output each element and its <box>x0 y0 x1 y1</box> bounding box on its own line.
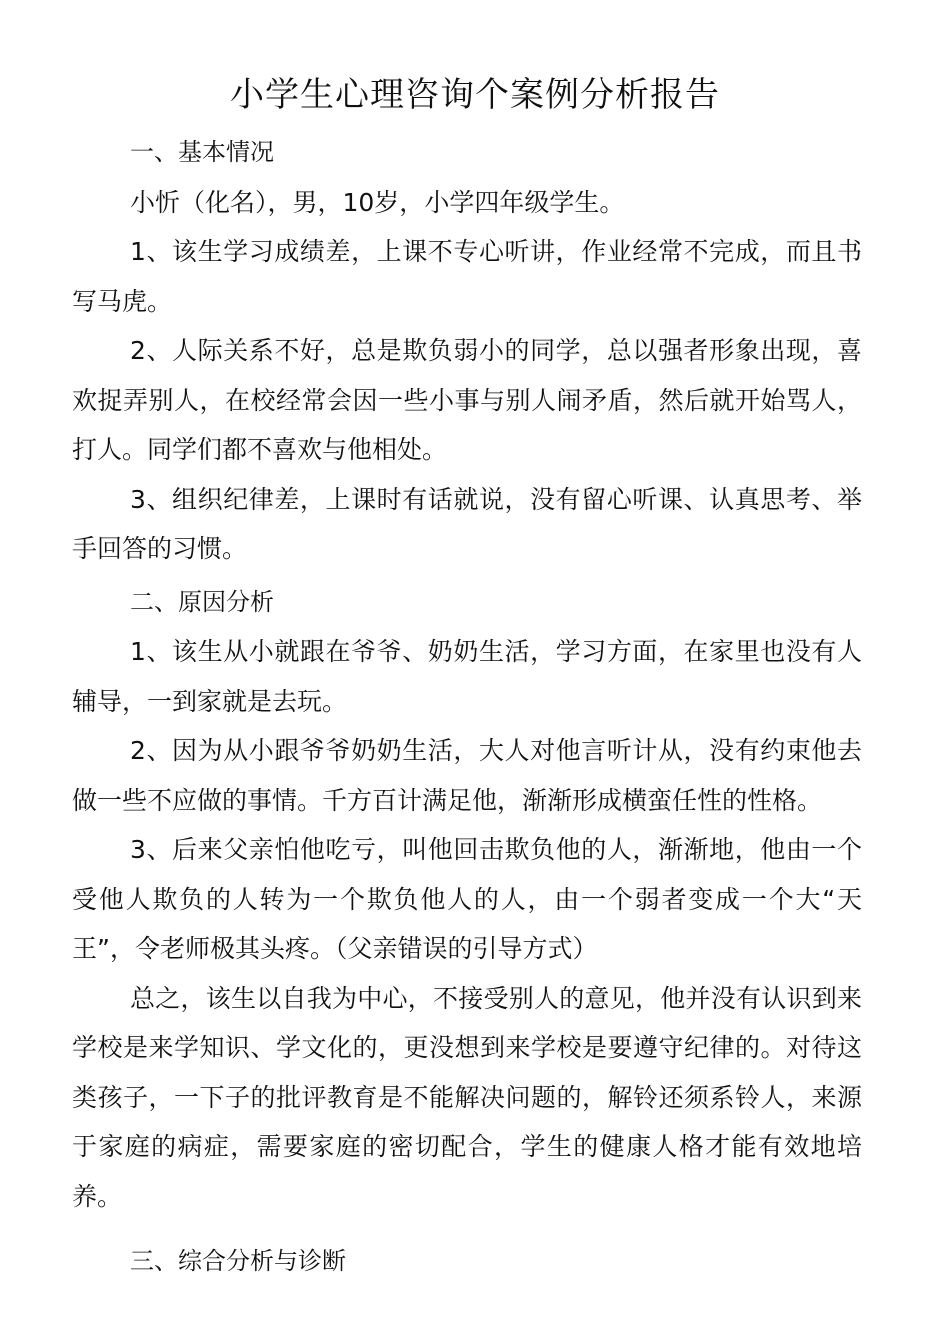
basic-info-item-3: 3、组织纪律差，上课时有话就说，没有留心听课、认真思考、举手回答的习惯。 <box>72 484 862 563</box>
basic-info-item-1: 1、该生学习成绩差，上课不专心听讲，作业经常不完成，而且书写马虎。 <box>72 237 862 316</box>
section-heading-cause-analysis: 二、原因分析 <box>130 587 274 616</box>
cause-item-2: 2、因为从小跟爷爷奶奶生活，大人对他言听计从，没有约束他去做一些不应做的事情。千方百计满足他，渐渐形成横蛮任性的性格。 <box>72 736 862 815</box>
basic-info-item-2: 2、人际关系不好，总是欺负弱小的同学，总以强者形象出现，喜欢捉弄别人，在校经常会因一些小事与别人闹矛盾，然后就开始骂人，打人。同学们都不喜欢与他相处。 <box>72 336 862 464</box>
cause-item-3: 3、后来父亲怕他吃亏，叫他回击欺负他的人，渐渐地，他由一个受他人欺负的人转为一个欺负他人的人，由一个弱者变成一个大“天王”，令老师极其头疼。（父亲错误的引导方式） <box>72 835 862 963</box>
student-intro-paragraph: 小忻（化名），男，10岁，小学四年级学生。 <box>130 187 625 217</box>
cause-item-1: 1、该生从小就跟在爷爷、奶奶生活，学习方面，在家里也没有人辅导，一到家就是去玩。 <box>72 637 862 716</box>
document-title: 小学生心理咨询个案例分析报告 <box>230 75 720 115</box>
section-heading-diagnosis: 三、综合分析与诊断 <box>130 1247 346 1275</box>
section-heading-basic-info: 一、基本情况 <box>130 138 274 166</box>
document-body <box>72 128 862 1287</box>
cause-summary-paragraph: 总之，该生以自我为中心，不接受别人的意见，他并没有认识到来学校是来学知识、学文化的，更没想到来学校是要遵守纪律的。对待这类孩子，一下子的批评教育是不能解决问题的，解铃还须系铃人，来源于家庭的病症，需要家庭的密切配合，学生的健康人格才能有效地培养。 <box>72 983 862 1211</box>
